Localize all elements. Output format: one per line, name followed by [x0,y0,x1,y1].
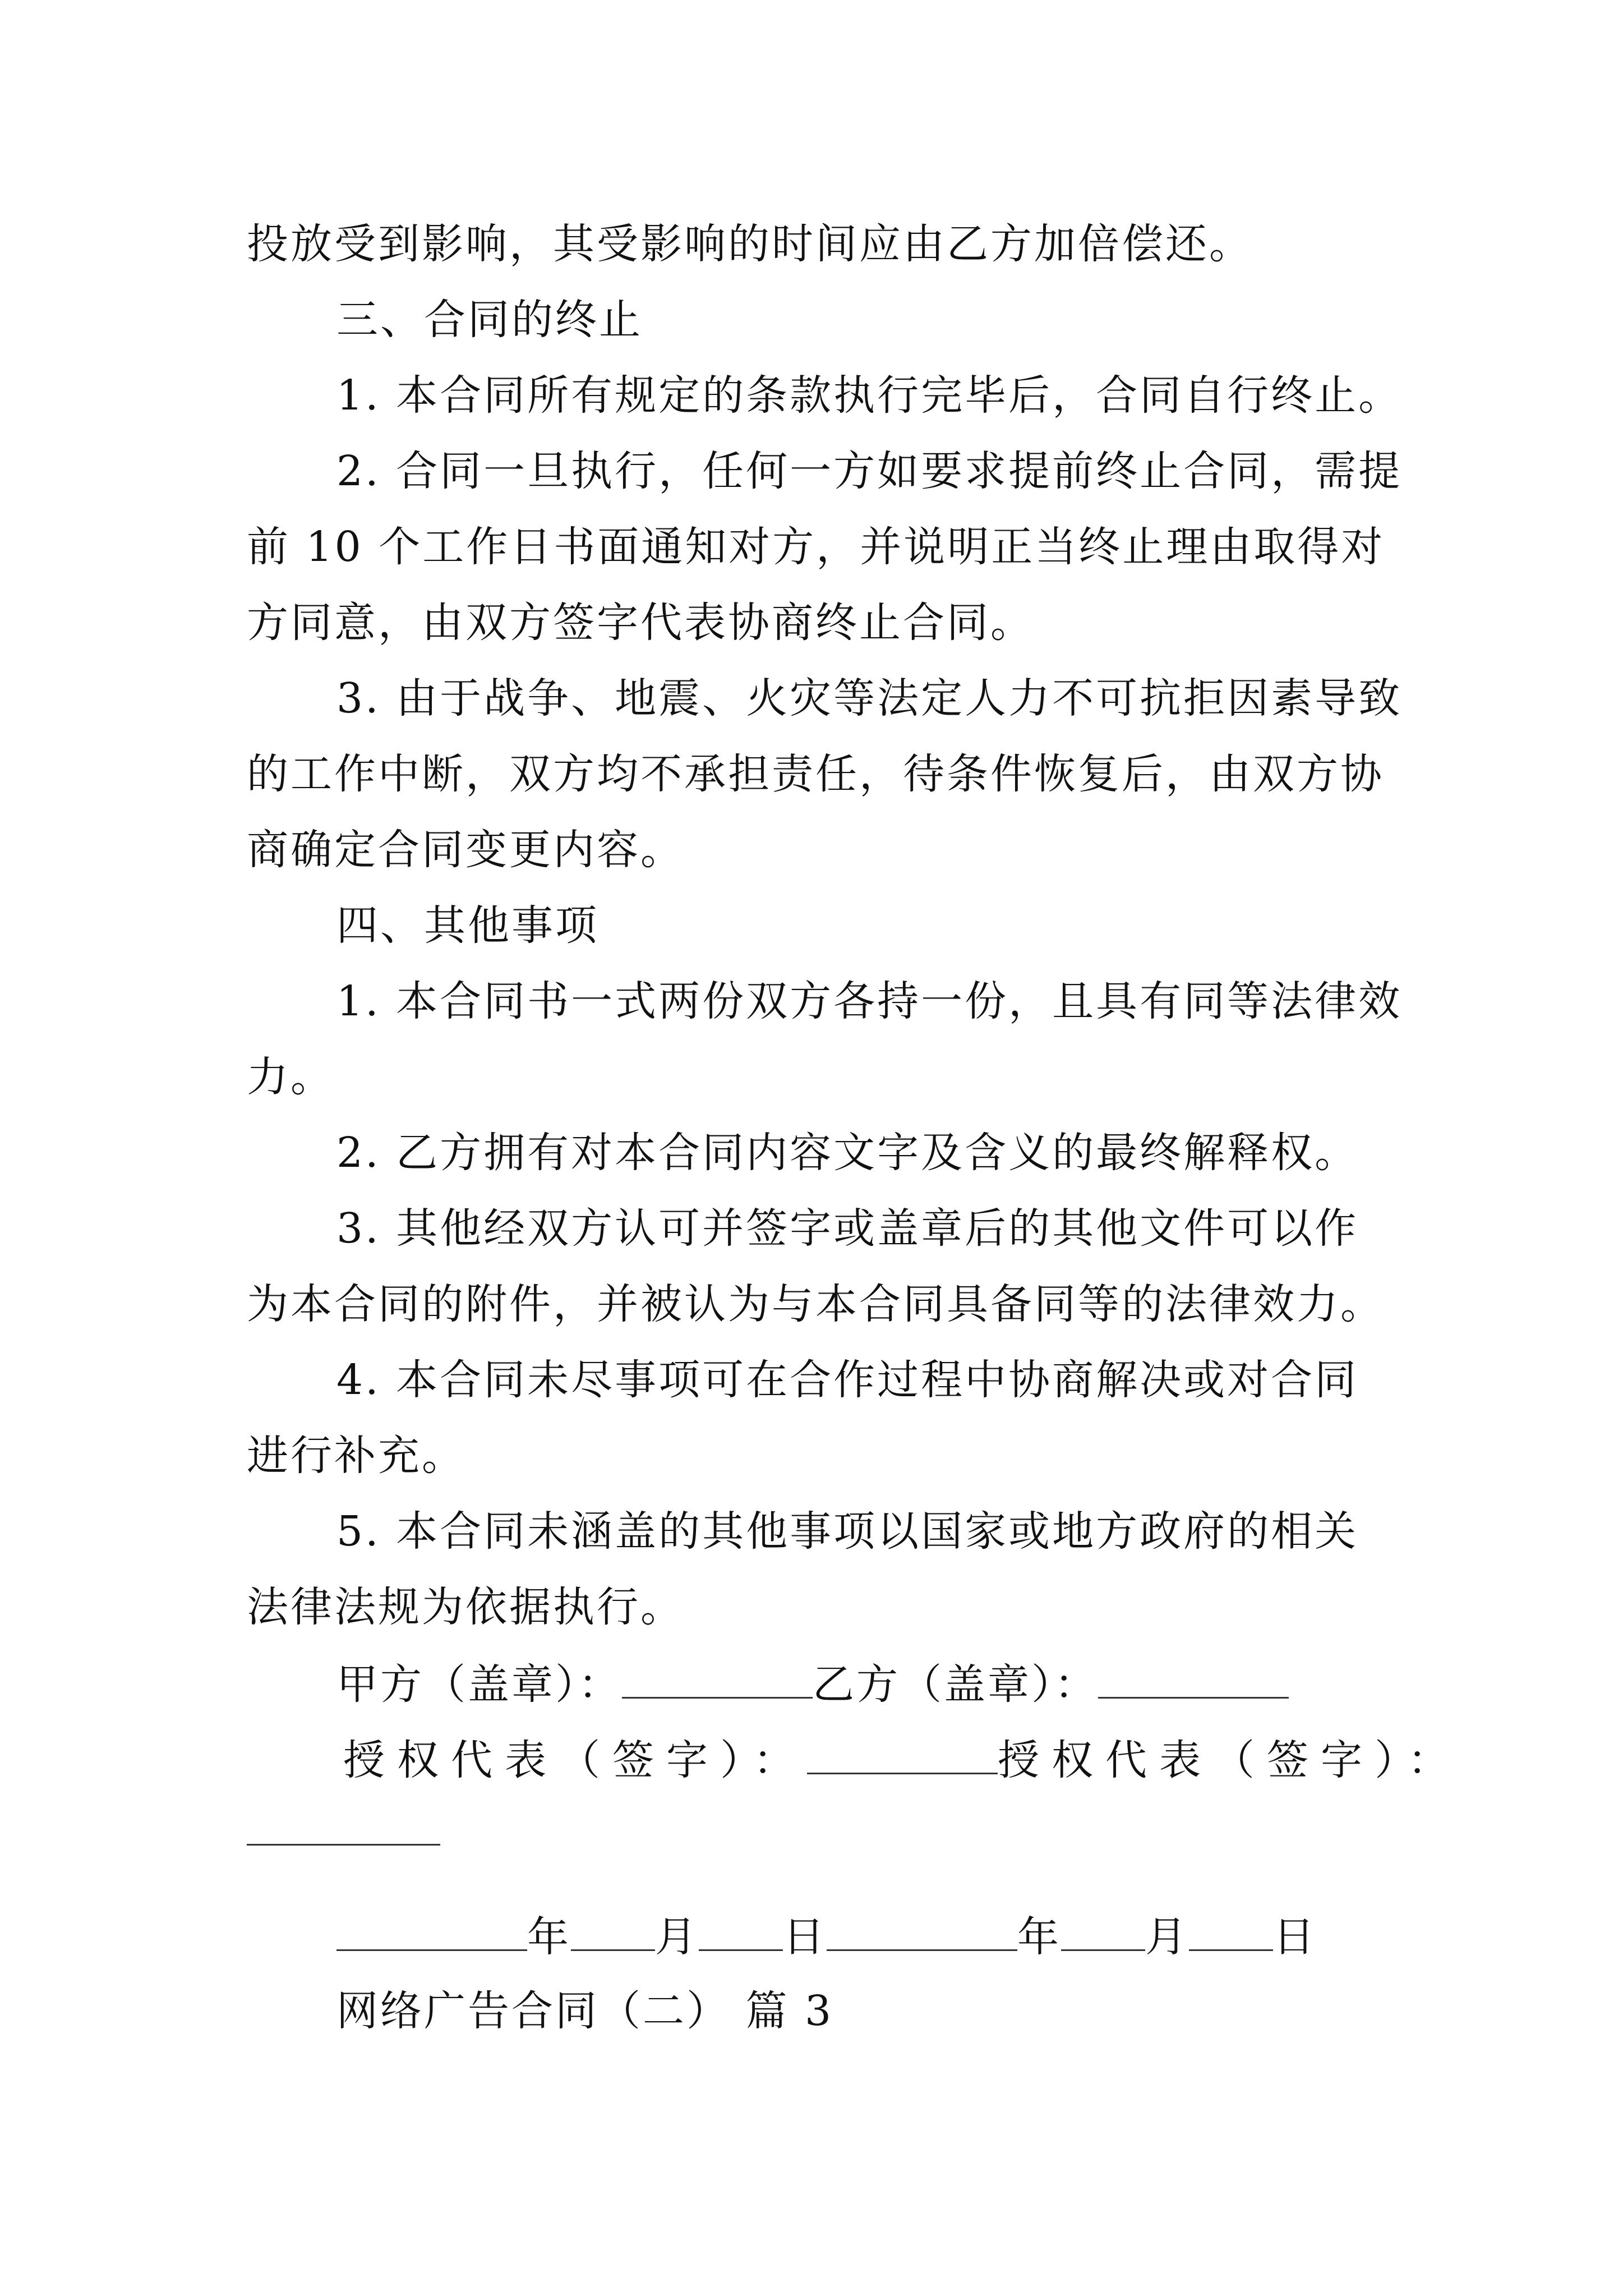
year-label: 年 [1017,1913,1061,1961]
year-label: 年 [527,1913,571,1961]
paragraph-line: 2. 乙方拥有对本合同内容文字及含义的最终解释权。 [336,1129,1359,1177]
underline-rule [247,1844,440,1846]
section-heading-other-matters: 四、其他事项 [336,901,599,950]
party-a-rep-label: 授权代表（签字）： [343,1736,807,1784]
paragraph-line: 力。 [247,1053,334,1101]
paragraph-line: 商确定合同变更内容。 [247,826,684,874]
party-b-rep-label: 授权代表（签字）： [998,1736,1461,1784]
seal-line [247,1645,1391,1721]
party-a-day-blank [699,1898,783,1951]
party-b-year-blank [827,1898,1017,1951]
paragraph-line: 3. 由于战争、地震、火灾等法定人力不可抗拒因素导致 [336,674,1403,723]
party-a-month-blank [571,1898,655,1951]
paragraph-line: 为本合同的附件，并被认为与本合同具备同等的法律效力。 [247,1280,1384,1328]
paragraph-line: 前 10 个工作日书面通知对方，并说明正当终止理由取得对 [247,523,1385,571]
party-a-seal-blank [622,1645,813,1699]
paragraph-line: 的工作中断，双方均不承担责任，待条件恢复后，由双方协 [247,750,1384,798]
document-body [247,206,1461,2049]
day-label: 日 [783,1913,827,1961]
month-label: 月 [1145,1913,1189,1961]
party-b-month-blank [1061,1898,1145,1951]
date-line [247,1898,1391,1973]
paragraph-line: 1. 本合同书一式两份双方各持一份，且具有同等法律效 [336,977,1403,1025]
representative-line [247,1721,1461,1797]
month-label: 月 [655,1913,699,1961]
party-b-seal-blank [1098,1645,1289,1699]
paragraph-line: 3. 其他经双方认可并签字或盖章后的其他文件可以作 [336,1204,1359,1253]
party-b-seal-label: 乙方（盖章）： [813,1660,1098,1709]
paragraph-line: 投放受到影响，其受影响的时间应由乙方加倍偿还。 [247,220,1253,268]
party-a-seal-label: 甲方（盖章）： [336,1660,622,1709]
paragraph-line: 1. 本合同所有规定的条款执行完毕后，合同自行终止。 [336,371,1403,420]
paragraph-line: 5. 本合同未涵盖的其他事项以国家或地方政府的相关 [336,1507,1359,1556]
day-label: 日 [1273,1913,1317,1961]
next-section-heading: 网络广告合同（二） 篇 3 [336,1987,834,2035]
party-b-day-blank [1189,1898,1273,1951]
paragraph-line: 方同意，由双方签字代表协商终止合同。 [247,599,1034,647]
party-a-year-blank [336,1898,527,1951]
section-heading-termination: 三、合同的终止 [336,296,643,344]
paragraph-line: 法律法规为依据执行。 [247,1583,684,1631]
paragraph-line: 4. 本合同未尽事项可在合作过程中协商解决或对合同 [336,1356,1359,1404]
signature-continuation-blank [247,1797,1391,1898]
party-a-rep-blank [807,1721,998,1774]
paragraph-line: 进行补充。 [247,1432,465,1480]
paragraph-line: 2. 合同一旦执行，任何一方如要求提前终止合同，需提 [336,447,1403,495]
